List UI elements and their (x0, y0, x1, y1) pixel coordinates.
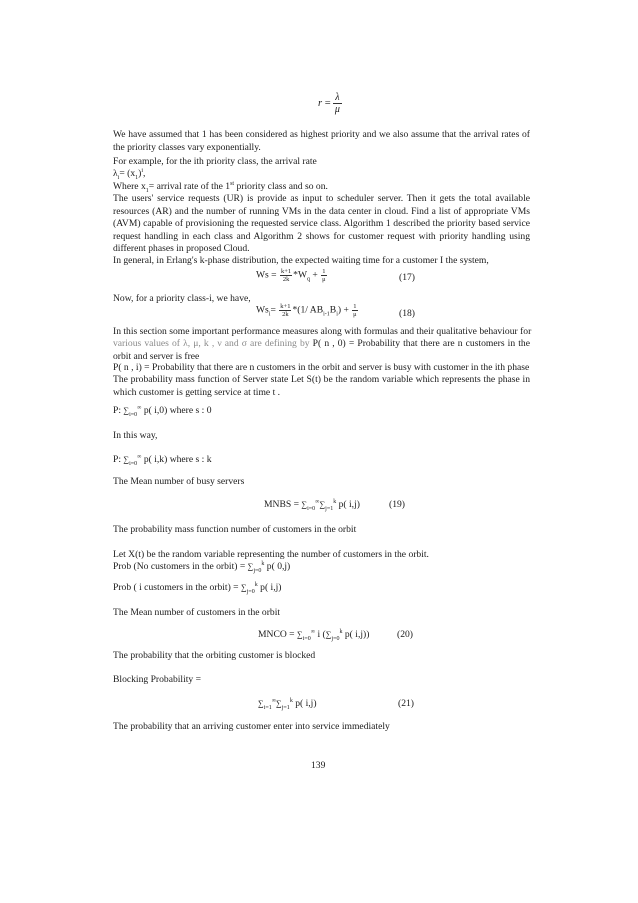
equation-number-20: (20) (397, 629, 413, 640)
paragraph-pmf-server: The probability mass function of Server state Let S(t) be the random variable which represents the phase in which customer is getting service at time t . (113, 374, 530, 398)
paragraph-service-requests: The users' service requests (UR) is provide as input to scheduler server. Then it gets the total available resources (AR) and the number of running VMs in the data center in cloud. Find a list of appropriate VMs (AVM) capable of provisioning the requested service class. Algorithm 1 described the priority based service request handling in each class and Algorithm 2 shows for customer request with priority handling using different phases in proposed Cloud. (113, 193, 530, 254)
fraction-lambda-mu: $\frac{\lambda}{\mu}$ (334, 92, 340, 115)
equation-20: MNCO = $\sum_{i=0}^\infty$ i ($\sum_{j=0}^k$ p( i,j)) (258, 628, 370, 642)
equation-r: r = $\frac{\lambda}{\mu}$ (318, 92, 340, 115)
fraction-1-mu: $\frac{1}{\mu}$ (322, 268, 326, 283)
fraction-k1-2k: $\frac{k+1}{2k}$ (281, 268, 292, 283)
paragraph-busy-phase: P( n , i) = Probability that there are n customers in the orbit and server is busy with customer in the ith phase (113, 362, 530, 373)
text-arriving-customer: The probability that an arriving customer enter into service immediately (113, 721, 390, 732)
text-in-this-way: In this way, (113, 430, 158, 441)
paragraph-performance: In this section some important performance measures along with formulas and their qualitative behaviour for (113, 326, 532, 337)
equation-21: $\sum_{i=1}^\infty\sum_{j=1}^k$ p( i,j) (258, 697, 317, 711)
paragraph-probability-orbit: various values of λ, μ, k , ν and σ are defining by P( n , 0) = Probability that there are n customers in the orbit and server is free (113, 338, 530, 362)
text-random-variable-x: Let X(t) be the random variable representing the number of customers in the orbit. (113, 549, 429, 560)
text-orbiting-blocked: The probability that the orbiting customer is blocked (113, 650, 316, 661)
text-blocking-probability: Blocking Probability = (113, 674, 202, 685)
equation-number-17: (17) (399, 272, 415, 283)
where-definition: Where $x_1=$ arrival rate of the 1st priority class and so on. (113, 180, 328, 194)
equation-17: Ws = $\frac{k+1}{2k}$ $*W_q$ + $\frac{1}{\mu}$ (256, 268, 326, 283)
p-sum-s0: P: $\sum_{i=0}^\infty$ p( i,0) where s : 0 (113, 404, 212, 418)
equation-number-21: (21) (398, 698, 414, 709)
prob-no-customers: Prob (No customers in the orbit) = $\sum_{j=0}^k$ p( 0,j) (113, 560, 291, 574)
equation-18: $Ws_i=$ $\frac{k+1}{2k}$ *(1/ $AB_{i-1}B_i$) + $\frac{1}{\mu}$ (256, 303, 357, 318)
text-mean-customers-orbit: The Mean number of customers in the orbit (113, 607, 281, 618)
arrival-rate-formula: $\lambda_i= (x_1)^i$, (113, 167, 146, 181)
text-pmf-orbit: The probability mass function number of customers in the orbit (113, 524, 357, 535)
fraction-1-mu-b: $\frac{1}{\mu}$ (353, 303, 357, 318)
p-sum-sk: P: $\sum_{i=0}^\infty$ p( i,k) where s : k (113, 453, 212, 467)
paragraph-priority: We have assumed that 1 has been considered as highest priority and we also assume that the arrival rates of the priority classes vary exponentially. (113, 129, 530, 153)
paragraph-example: For example, for the ith priority class, the arrival rate (113, 156, 317, 167)
equation-19: MNBS = $\sum_{i=0}^\infty\sum_{j=1}^k$ p( i,j) (264, 498, 360, 512)
paragraph-erlang: In general, in Erlang's k-phase distribution, the expected waiting time for a customer I the system, (113, 255, 489, 266)
equation-number-18: (18) (399, 308, 415, 319)
equation-number-19: (19) (389, 499, 405, 510)
text-mean-busy-servers: The Mean number of busy servers (113, 476, 245, 487)
page-number: 139 (311, 760, 326, 771)
paragraph-priority-class: Now, for a priority class-i, we have, (113, 293, 251, 304)
prob-i-customers: Prob ( i customers in the orbit) = $\sum_{j=0}^k$ p( i,j) (113, 581, 282, 595)
fraction-k1-2k-b: $\frac{k+1}{2k}$ (280, 303, 291, 318)
